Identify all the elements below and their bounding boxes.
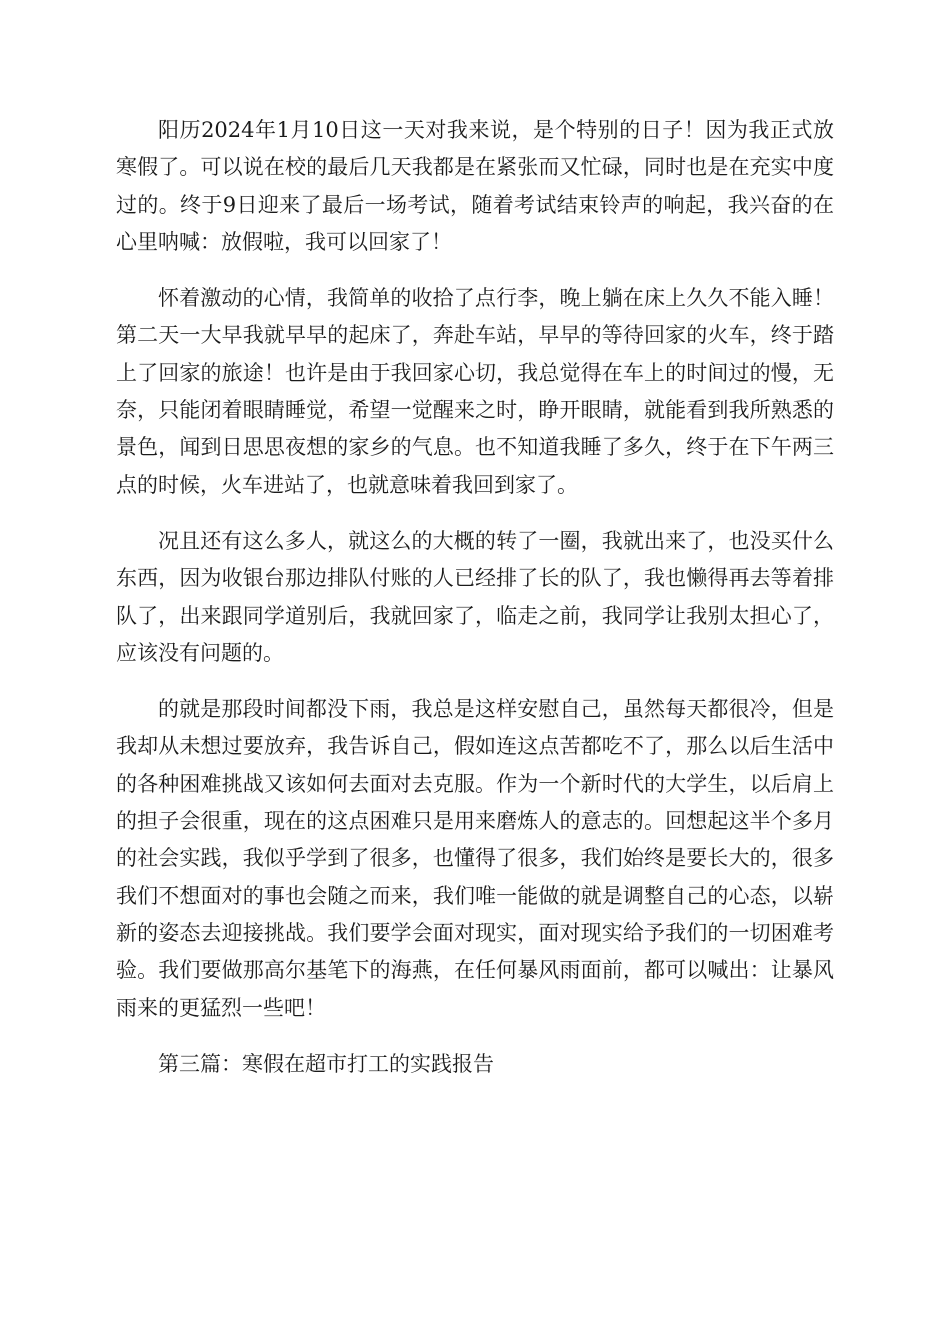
paragraph-reflection: 的就是那段时间都没下雨，我总是这样安慰自己，虽然每天都很冷，但是我却从未想过要放弃，我告诉自己，假如连这点苦都吃不了，那么以后生活中的各种困难挑战又该如何去面对去克服。作为一个新时代的大学生，以后肩上的担子会很重，现在的这点困难只是用来磨炼人的意志的。回想起这半个多月的社会实践，我似乎学到了很多，也懂得了很多，我们始终是要长大的，很多我们不想面对的事也会随之而来，我们唯一能做的就是调整自己的心态，以崭新的姿态去迎接挑战。我们要学会面对现实，面对现实给予我们的一切困难考验。我们要做那高尔基笔下的海燕，在任何暴风雨面前，都可以喊出：让暴风雨来的更猛烈一些吧！ <box>116 697 834 1020</box>
document-page <box>116 112 834 1083</box>
section-heading: 第三篇：寒假在超市打工的实践报告 <box>158 1051 494 1076</box>
paragraph-winter-break-start: 阳历2024年1月10日这一天对我来说，是个特别的日子！因为我正式放寒假了。可以说在校的最后几天我都是在紧张而又忙碌，同时也是在充实中度过的。终于9日迎来了最后一场考试，随着考试结束铃声的响起，我兴奋的在心里呐喊：放假啦，我可以回家了！ <box>116 118 834 254</box>
paragraph-shopping: 况且还有这么多人，就这么的大概的转了一圈，我就出来了，也没买什么东西，因为收银台那边排队付账的人已经排了长的队了，我也懒得再去等着排队了，出来跟同学道别后，我就回家了，临走之前，我同学让我别太担心了，应该没有问题的。 <box>116 528 834 665</box>
paragraph-journey-home: 怀着激动的心情，我简单的收拾了点行李，晚上躺在床上久久不能入睡！第二天一大早我就早早的起床了，奔赴车站，早早的等待回家的火车，终于踏上了回家的旅途！也许是由于我回家心切，我总觉得在车上的时间过的慢，无奈，只能闭着眼睛睡觉，希望一觉醒来之时，睁开眼睛，就能看到我所熟悉的景色，闻到日思思夜想的家乡的气息。也不知道我睡了多久，终于在下午两三点的时候，火车进站了，也就意味着我回到家了。 <box>116 286 834 497</box>
